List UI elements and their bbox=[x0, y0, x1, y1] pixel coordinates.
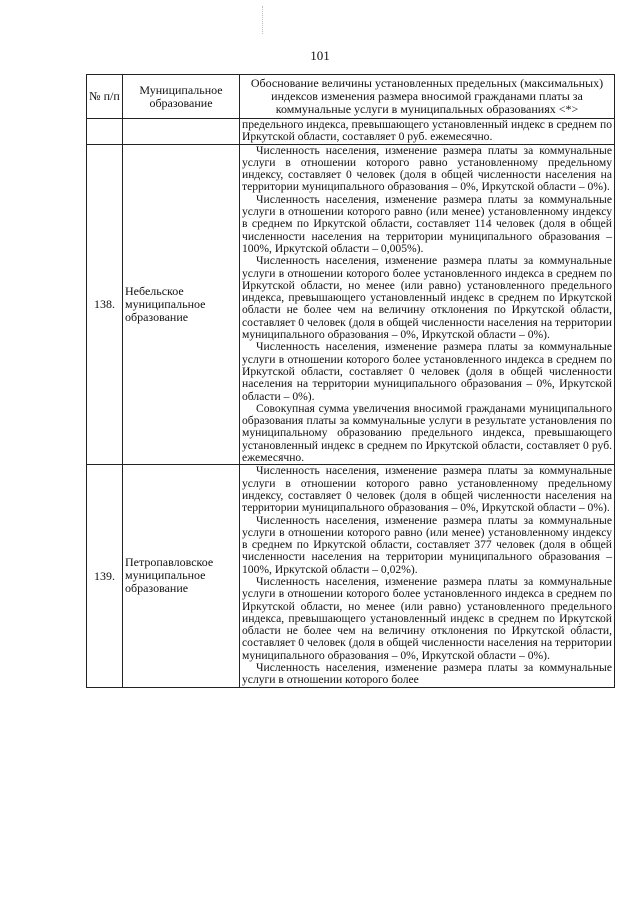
justification-paragraph: Совокупная сумма увеличения вносимой гражданами муниципального образования платы за коммунальные услуги в результате установления по муниципальному образованию предельного индекса, превышающего установленный индекс в среднем по Иркутской области, составляет 0 руб. ежемесячно. bbox=[242, 401, 612, 465]
continuation-text: предельного индекса, превышающего установленный индекс в среднем по Иркутской области, составляет 0 руб. ежемесячно. bbox=[242, 118, 612, 144]
table-row bbox=[87, 465, 615, 687]
justification-paragraph: Численность населения, изменение размера платы за коммунальные услуги в отношении которого более установленного индекса в среднем по Иркутской области, составляет 0 человек (доля в общей численности населения на территории муниципального образования – 0%, Иркутской области – 0%). bbox=[242, 340, 612, 403]
header-number: № п/п bbox=[87, 75, 123, 119]
row-municipality: Небельское муниципальное образование bbox=[123, 144, 240, 465]
continuation-municipality-cell bbox=[123, 119, 240, 145]
justification-paragraph: Численность населения, изменение размера платы за коммунальные услуги в отношении которого равно (или менее) установленному индексу в среднем по Иркутской области, составляет 114 человек (доля в общей численности населения на территории муниципального образования – 100%, Иркутской области – 0,005%). bbox=[242, 192, 612, 255]
table-header-row bbox=[87, 75, 615, 119]
justification-table bbox=[86, 74, 615, 688]
header-justification: Обоснование величины установленных предельных (максимальных) индексов изменения размера вносимой гражданами платы за коммунальные услуги в муниципальных образованиях <*> bbox=[240, 75, 615, 119]
row-justification bbox=[240, 144, 615, 465]
row-justification bbox=[240, 465, 615, 687]
justification-paragraph: Численность населения, изменение размера платы за коммунальные услуги в отношении которого более установленного индекса в среднем по Иркутской области, но менее (или равно) установленного предельного индекса, превышающего установленный индекс в среднем по Иркутской области не более чем на величину отклонения по Иркутской области, составляет 0 человек (доля в общей численности населения на территории муниципального образования – 0%, Иркутской области – 0%). bbox=[242, 574, 612, 662]
continuation-text-cell bbox=[240, 119, 615, 145]
row-number: 139. bbox=[87, 465, 123, 687]
continuation-number-cell bbox=[87, 119, 123, 145]
scan-artifact bbox=[262, 6, 277, 34]
table-row bbox=[87, 144, 615, 465]
justification-paragraph: Численность населения, изменение размера платы за коммунальные услуги в отношении которого равно установленному предельному индексу, составляет 0 человек (доля в общей численности населения на территории муниципального образования – 0%, Иркутской области – 0%). bbox=[242, 464, 612, 515]
justification-paragraph: Численность населения, изменение размера платы за коммунальные услуги в отношении которого равно установленному предельному индексу, составляет 0 человек (доля в общей численности населения на территории муниципального образования – 0%, Иркутской области – 0%). bbox=[242, 143, 612, 194]
justification-paragraph: Численность населения, изменение размера платы за коммунальные услуги в отношении которого равно (или менее) установленному индексу в среднем по Иркутской области, составляет 377 человек (доля в общей численности населения на территории муниципального образования – 100%, Иркутской области – 0,02%). bbox=[242, 513, 612, 576]
page-number: 101 bbox=[310, 48, 330, 63]
justification-paragraph: Численность населения, изменение размера платы за коммунальные услуги в отношении которого более установленного индекса в среднем по Иркутской области, но менее (или равно) установленного предельного индекса, превышающего установленный индекс в среднем по Иркутской области не более чем на величину отклонения по Иркутской области, составляет 0 человек (доля в общей численности населения на территории муниципального образования – 0%, Иркутской области – 0%). bbox=[242, 254, 612, 342]
row-number: 138. bbox=[87, 144, 123, 465]
header-municipality: Муниципальное образование bbox=[123, 75, 240, 119]
table-row-continuation bbox=[87, 119, 615, 145]
row-municipality: Петропавловское муниципальное образование bbox=[123, 465, 240, 687]
justification-paragraph: Численность населения, изменение размера платы за коммунальные услуги в отношении которого более bbox=[242, 661, 612, 687]
